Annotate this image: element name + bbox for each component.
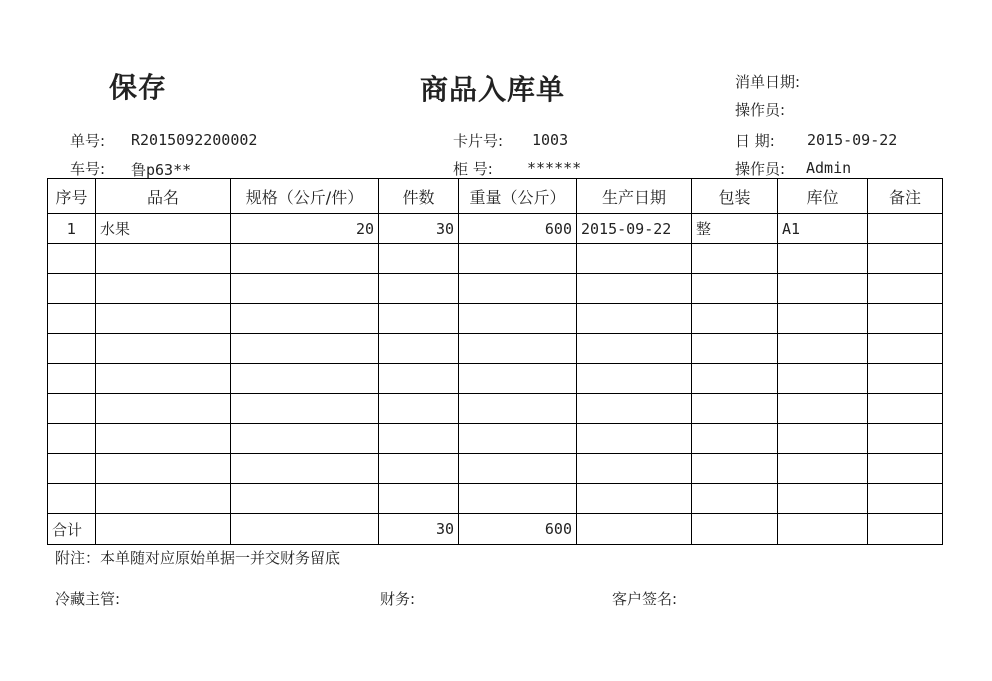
order-no-label: 单号: xyxy=(70,132,106,150)
total-empty-spec xyxy=(231,514,379,545)
table-row xyxy=(48,244,943,274)
total-empty-date xyxy=(577,514,692,545)
cell-seq: 1 xyxy=(48,214,96,244)
date-label: 日 期: xyxy=(735,132,775,150)
cell-count: 30 xyxy=(379,214,459,244)
table-row xyxy=(48,304,943,334)
cell-package xyxy=(692,424,778,454)
cell-name xyxy=(96,484,231,514)
total-empty-name xyxy=(96,514,231,545)
table-row xyxy=(48,334,943,364)
cell-spec: 20 xyxy=(231,214,379,244)
cell-production-date xyxy=(577,424,692,454)
cell-count xyxy=(379,244,459,274)
cell-remark xyxy=(868,244,943,274)
cell-spec xyxy=(231,424,379,454)
cell-seq xyxy=(48,274,96,304)
cell-weight xyxy=(459,424,577,454)
table-row xyxy=(48,274,943,304)
page-title: 商品入库单 xyxy=(420,73,566,106)
total-label: 合计 xyxy=(48,514,96,545)
table-header-row xyxy=(48,179,943,214)
total-empty-package xyxy=(692,514,778,545)
cell-count xyxy=(379,274,459,304)
car-no-value: 鲁p63** xyxy=(131,161,192,179)
cell-weight: 600 xyxy=(459,214,577,244)
total-row xyxy=(48,514,943,545)
cell-production-date xyxy=(577,334,692,364)
total-empty-remark xyxy=(868,514,943,545)
cell-production-date xyxy=(577,244,692,274)
table-row xyxy=(48,394,943,424)
cell-production-date xyxy=(577,304,692,334)
cell-name xyxy=(96,304,231,334)
cell-production-date xyxy=(577,394,692,424)
operator-value: Admin xyxy=(806,159,852,177)
cell-count xyxy=(379,454,459,484)
cell-spec xyxy=(231,364,379,394)
cell-name xyxy=(96,334,231,364)
cell-location xyxy=(778,424,868,454)
col-header-weight: 重量（公斤） xyxy=(459,179,577,214)
cell-location xyxy=(778,484,868,514)
cell-seq xyxy=(48,334,96,364)
cell-seq xyxy=(48,484,96,514)
cell-count xyxy=(379,304,459,334)
cell-name: 水果 xyxy=(96,214,231,244)
table-row xyxy=(48,454,943,484)
cell-location xyxy=(778,334,868,364)
goods-table xyxy=(47,178,943,545)
car-no-label: 车号: xyxy=(70,160,106,178)
cell-seq xyxy=(48,394,96,424)
cell-spec xyxy=(231,334,379,364)
col-header-location: 库位 xyxy=(778,179,868,214)
cell-remark xyxy=(868,364,943,394)
cabinet-value: ****** xyxy=(527,159,582,177)
supervisor-sign-label: 冷藏主管: xyxy=(55,590,121,608)
table-row xyxy=(48,364,943,394)
order-no-value: R2015092200002 xyxy=(131,131,258,149)
cell-count xyxy=(379,334,459,364)
top-operator-label: 操作员: xyxy=(735,101,786,119)
card-no-value: 1003 xyxy=(532,131,569,149)
cell-weight xyxy=(459,394,577,424)
col-header-name: 品名 xyxy=(96,179,231,214)
cell-package xyxy=(692,364,778,394)
card-no-label: 卡片号: xyxy=(453,132,504,150)
cell-remark xyxy=(868,304,943,334)
cell-production-date xyxy=(577,364,692,394)
cell-count xyxy=(379,424,459,454)
cell-package: 整 xyxy=(692,214,778,244)
col-header-seq: 序号 xyxy=(48,179,96,214)
total-empty-location xyxy=(778,514,868,545)
cell-package xyxy=(692,394,778,424)
cell-remark xyxy=(868,454,943,484)
cell-location xyxy=(778,394,868,424)
cell-name xyxy=(96,274,231,304)
table-row xyxy=(48,214,943,244)
cell-location xyxy=(778,454,868,484)
cell-remark xyxy=(868,484,943,514)
cell-location xyxy=(778,364,868,394)
finance-sign-label: 财务: xyxy=(380,590,416,608)
operator-label: 操作员: xyxy=(735,160,786,178)
cell-remark xyxy=(868,274,943,304)
cell-spec xyxy=(231,454,379,484)
table-row xyxy=(48,424,943,454)
col-header-count: 件数 xyxy=(379,179,459,214)
cell-location: A1 xyxy=(778,214,868,244)
cell-spec xyxy=(231,244,379,274)
company-name: 保存 xyxy=(109,71,168,104)
cell-production-date xyxy=(577,274,692,304)
table-row xyxy=(48,484,943,514)
cell-spec xyxy=(231,304,379,334)
cell-package xyxy=(692,334,778,364)
cell-remark xyxy=(868,394,943,424)
cell-weight xyxy=(459,454,577,484)
cell-location xyxy=(778,244,868,274)
cell-package xyxy=(692,304,778,334)
cell-count xyxy=(379,394,459,424)
cell-package xyxy=(692,244,778,274)
footer-note: 附注：本单随对应原始单据一并交财务留底 xyxy=(55,549,341,567)
cell-spec xyxy=(231,274,379,304)
cell-weight xyxy=(459,334,577,364)
col-header-spec: 规格（公斤/件） xyxy=(231,179,379,214)
cell-seq xyxy=(48,244,96,274)
cell-weight xyxy=(459,274,577,304)
cell-seq xyxy=(48,454,96,484)
cell-location xyxy=(778,274,868,304)
cell-weight xyxy=(459,364,577,394)
cell-seq xyxy=(48,304,96,334)
cell-seq xyxy=(48,364,96,394)
cell-name xyxy=(96,394,231,424)
cell-name xyxy=(96,244,231,274)
cell-package xyxy=(692,484,778,514)
date-value: 2015-09-22 xyxy=(807,131,898,149)
cell-weight xyxy=(459,304,577,334)
cell-remark xyxy=(868,334,943,364)
cell-count xyxy=(379,484,459,514)
cell-location xyxy=(778,304,868,334)
cell-count xyxy=(379,364,459,394)
cabinet-label: 柜 号: xyxy=(453,160,493,178)
cell-package xyxy=(692,454,778,484)
cell-production-date xyxy=(577,454,692,484)
col-header-package: 包装 xyxy=(692,179,778,214)
cell-package xyxy=(692,274,778,304)
cell-name xyxy=(96,454,231,484)
col-header-production-date: 生产日期 xyxy=(577,179,692,214)
cell-weight xyxy=(459,484,577,514)
total-weight: 600 xyxy=(459,514,577,545)
cell-spec xyxy=(231,394,379,424)
cell-weight xyxy=(459,244,577,274)
cell-spec xyxy=(231,484,379,514)
settle-date-label: 消单日期: xyxy=(735,73,801,91)
cell-production-date: 2015-09-22 xyxy=(577,214,692,244)
col-header-remark: 备注 xyxy=(868,179,943,214)
cell-name xyxy=(96,364,231,394)
cell-name xyxy=(96,424,231,454)
total-count: 30 xyxy=(379,514,459,545)
cell-remark xyxy=(868,214,943,244)
cell-seq xyxy=(48,424,96,454)
customer-sign-label: 客户签名: xyxy=(612,590,678,608)
cell-production-date xyxy=(577,484,692,514)
cell-remark xyxy=(868,424,943,454)
